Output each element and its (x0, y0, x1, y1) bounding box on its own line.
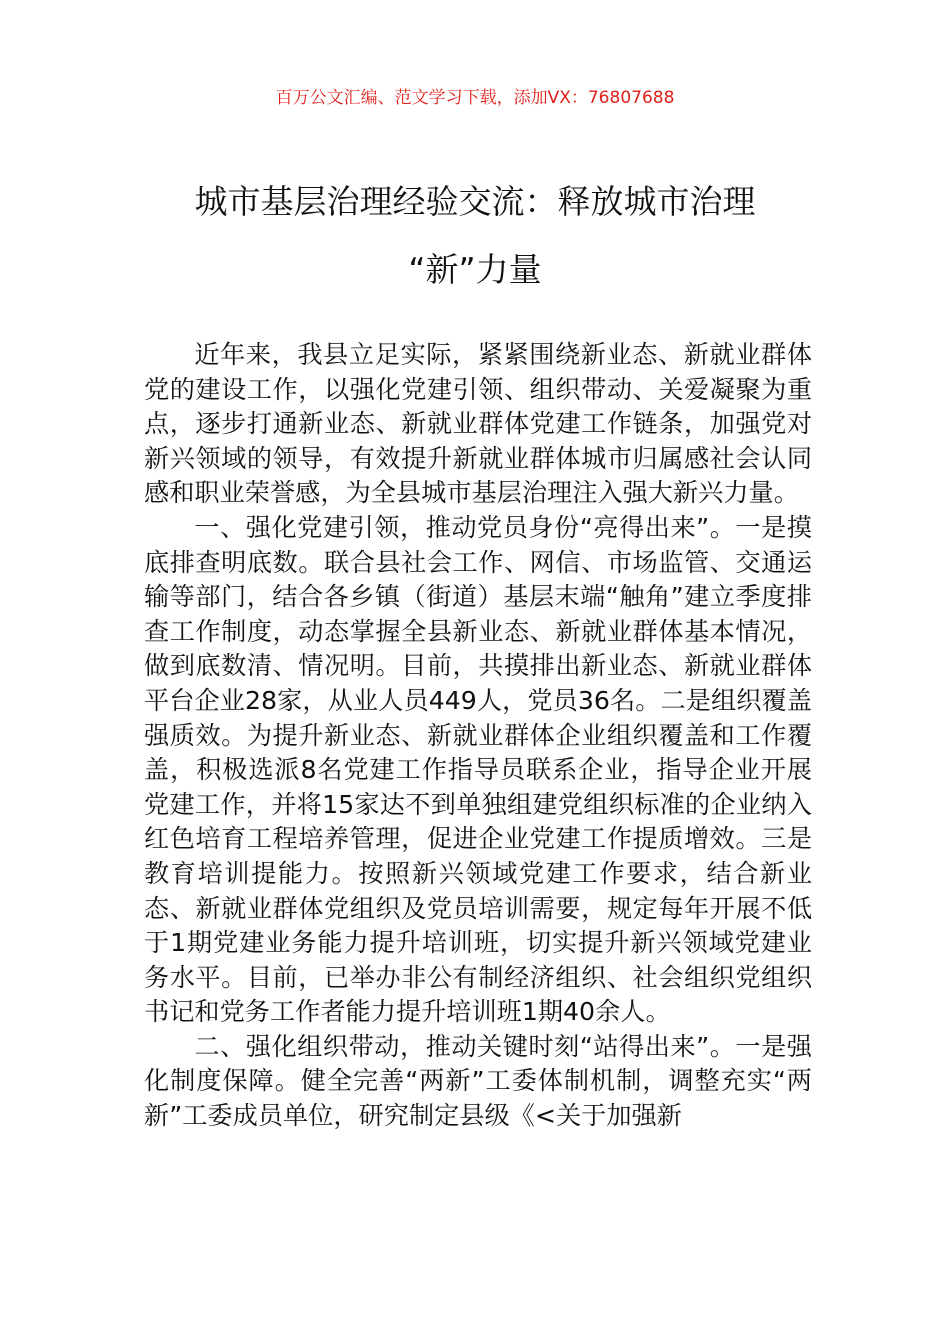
document-body (144, 338, 812, 1134)
document-title-line-1: 城市基层治理经验交流：释放城市治理 (194, 182, 756, 221)
paragraph-section-1: 一、强化党建引领，推动党员身份“亮得出来”。一是摸底排查明底数。联合县社会工作、网信、市场监管、交通运输等部门，结合各乡镇（街道）基层末端“触角”建立季度排查工作制度，动态掌握全县新业态、新就业群体基本情况，做到底数清、情况明。目前，共摸排出新业态、新就业群体平台企业28家，从业人员449人，党员36名。二是组织覆盖强质效。为提升新业态、新就业群体企业组织覆盖和工作覆盖，积极选派8名党建工作指导员联系企业，指导企业开展党建工作，并将15家达不到单独组建党组织标准的企业纳入红色培育工程培养管理，促进企业党建工作提质增效。三是教育培训提能力。按照新兴领域党建工作要求，结合新业态、新就业群体党组织及党员培训需要，规定每年开展不低于1期党建业务能力提升培训班，切实提升新兴领域党建业务水平。目前，已举办非公有制经济组织、社会组织党组织书记和党务工作者能力提升培训班1期40余人。 (144, 512, 812, 1027)
paragraph-section-2: 二、强化组织带动，推动关键时刻“站得出来”。一是强化制度保障。健全完善“两新”工委体制机制，调整充实“两新”工委成员单位，研究制定县级《<关于加强新 (144, 1031, 812, 1131)
paragraph-intro: 近年来，我县立足实际，紧紧围绕新业态、新就业群体党的建设工作，以强化党建引领、组织带动、关爱凝聚为重点，逐步打通新业态、新就业群体党建工作链条，加强党对新兴领域的领导，有效提升新就业群体城市归属感社会认同感和职业荣誉感，为全县城市基层治理注入强大新兴力量。 (144, 340, 812, 508)
watermark-header: 百万公文汇编、范文学习下载，添加VX：76807688 (275, 88, 675, 108)
document-title-line-2: “新”力量 (408, 250, 542, 289)
